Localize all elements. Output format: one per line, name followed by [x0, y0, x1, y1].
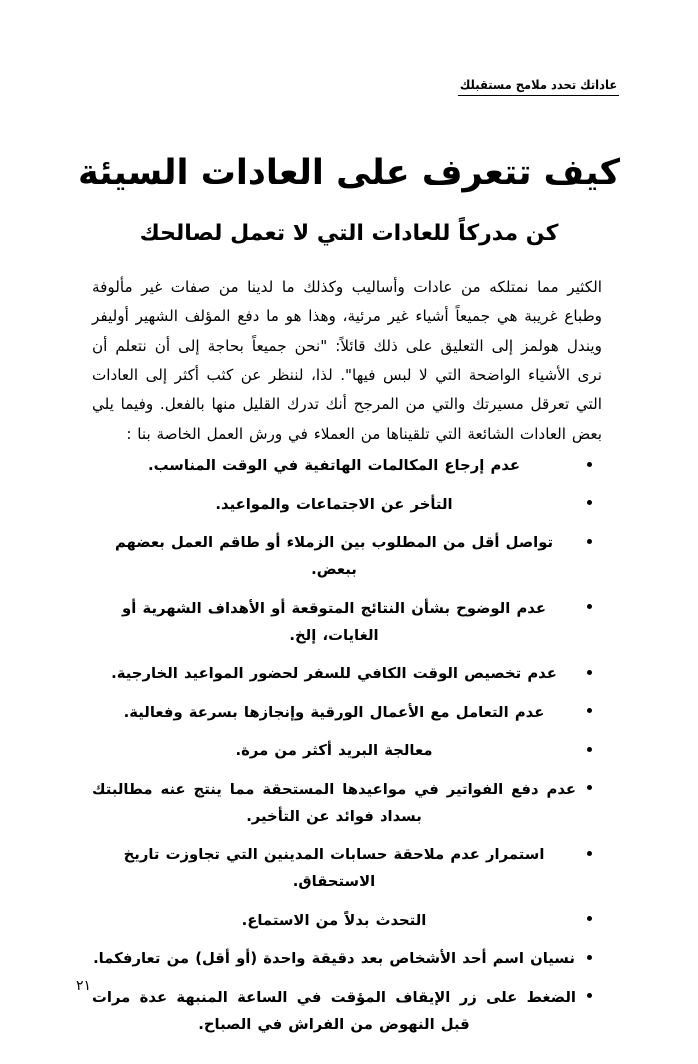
list-item-text: التحدث بدلاً من الاستماع.	[241, 911, 427, 929]
list-item	[92, 945, 602, 972]
list-item	[92, 907, 602, 934]
list-item-text: معالجة البريد أكثر من مرة.	[235, 742, 433, 759]
list-item	[92, 737, 602, 764]
bullet-marker-icon	[576, 491, 602, 518]
running-header-inner	[79, 78, 619, 96]
list-item-text: تواصل أقل من المطلوب بين الزملاء أو طاقم العمل بعضهم ببعض.	[114, 534, 554, 578]
list-item	[92, 776, 602, 830]
list-item-text: عدم إرجاع المكالمات الهاتفية في الوقت المناسب.	[147, 457, 520, 474]
running-header-text: عاداتك تحدد ملامح مستقبلك	[458, 78, 619, 96]
bullet-marker-icon	[576, 699, 602, 726]
body-content	[92, 258, 602, 464]
list-item-text: عدم دفع الفواتير في مواعيدها المستحقة مما ينتج عنه مطالبتك بسداد فوائد عن التأخير.	[92, 780, 576, 825]
bullet-marker-icon	[576, 776, 602, 803]
list-item	[92, 699, 602, 726]
section-subtitle: كن مدركاً للعادات التي لا تعمل لصالحك	[139, 221, 559, 247]
list-item-text: التأخر عن الاجتماعات والمواعيد.	[215, 495, 453, 513]
page-title: كيف تتعرف على العادات السيئة	[77, 153, 620, 194]
list-item-text: استمرار عدم ملاحقة حسابات المدينين التي تجاوزت تاريخ الاستحقاق.	[123, 846, 545, 890]
bullet-marker-icon	[576, 737, 602, 764]
list-item-text: عدم الوضوح بشأن النتائج المتوقعة أو الأهداف الشهرية أو الغايات، إلخ.	[122, 599, 546, 644]
list-item-text: عدم تخصيص الوقت الكافي للسفر لحضور المواعيد الخارجية.	[111, 665, 557, 682]
page-number: ٢١	[76, 978, 92, 994]
list-item	[92, 491, 602, 518]
list-item-text: عدم التعامل مع الأعمال الورقية وإنجازها بسرعة وفعالية.	[123, 703, 545, 721]
bullet-marker-icon	[576, 660, 602, 687]
list-item	[92, 984, 602, 1038]
list-item-text: نسيان اسم أحد الأشخاص بعد دقيقة واحدة (أو أقل) من تعارفكما.	[93, 950, 575, 967]
bullet-marker-icon	[576, 452, 602, 479]
bullet-marker-icon	[576, 907, 602, 934]
list-item	[92, 529, 602, 583]
list-item-text: الضغط على زر الإيقاف المؤقت في الساعة المنبهة عدة مرات قبل النهوض من الفراش في الصباح.	[92, 988, 576, 1033]
bullet-marker-icon	[576, 529, 602, 556]
list-item	[92, 452, 602, 479]
list-item	[92, 595, 602, 649]
list-item	[92, 660, 602, 687]
bullet-marker-icon	[576, 841, 602, 868]
habits-bullet-list	[92, 452, 602, 1049]
body-paragraph: الكثير مما نمتلكه من عادات وأساليب وكذلك ما لدينا من صفات غير مألوفة وطباع غريبة هي جميعاً أشياء غير مرئية، وهذا هو ما دفع المؤلف الشهير أوليفر ويندل هولمز إلى التعليق على ذلك قائلاً: "نحن جميعاً بحاجة إلى أن نتعلم أن نرى الأشياء الواضحة التي لا لبس فيها". لذا، لننظر عن كثب أكثر إلى العادات التي تعرقل مسيرتك والتي من المرجح أنك تدرك القليل منها بالفعل. وفيما يلي بعض العادات الشائعة التي تلقيناها من العملاء في ورش العمل الخاصة بنا :	[92, 278, 602, 443]
bullet-marker-icon	[576, 945, 602, 972]
bullet-marker-icon	[576, 984, 602, 1011]
running-header	[0, 78, 698, 96]
bullet-marker-icon	[576, 595, 602, 622]
list-item	[92, 841, 602, 895]
